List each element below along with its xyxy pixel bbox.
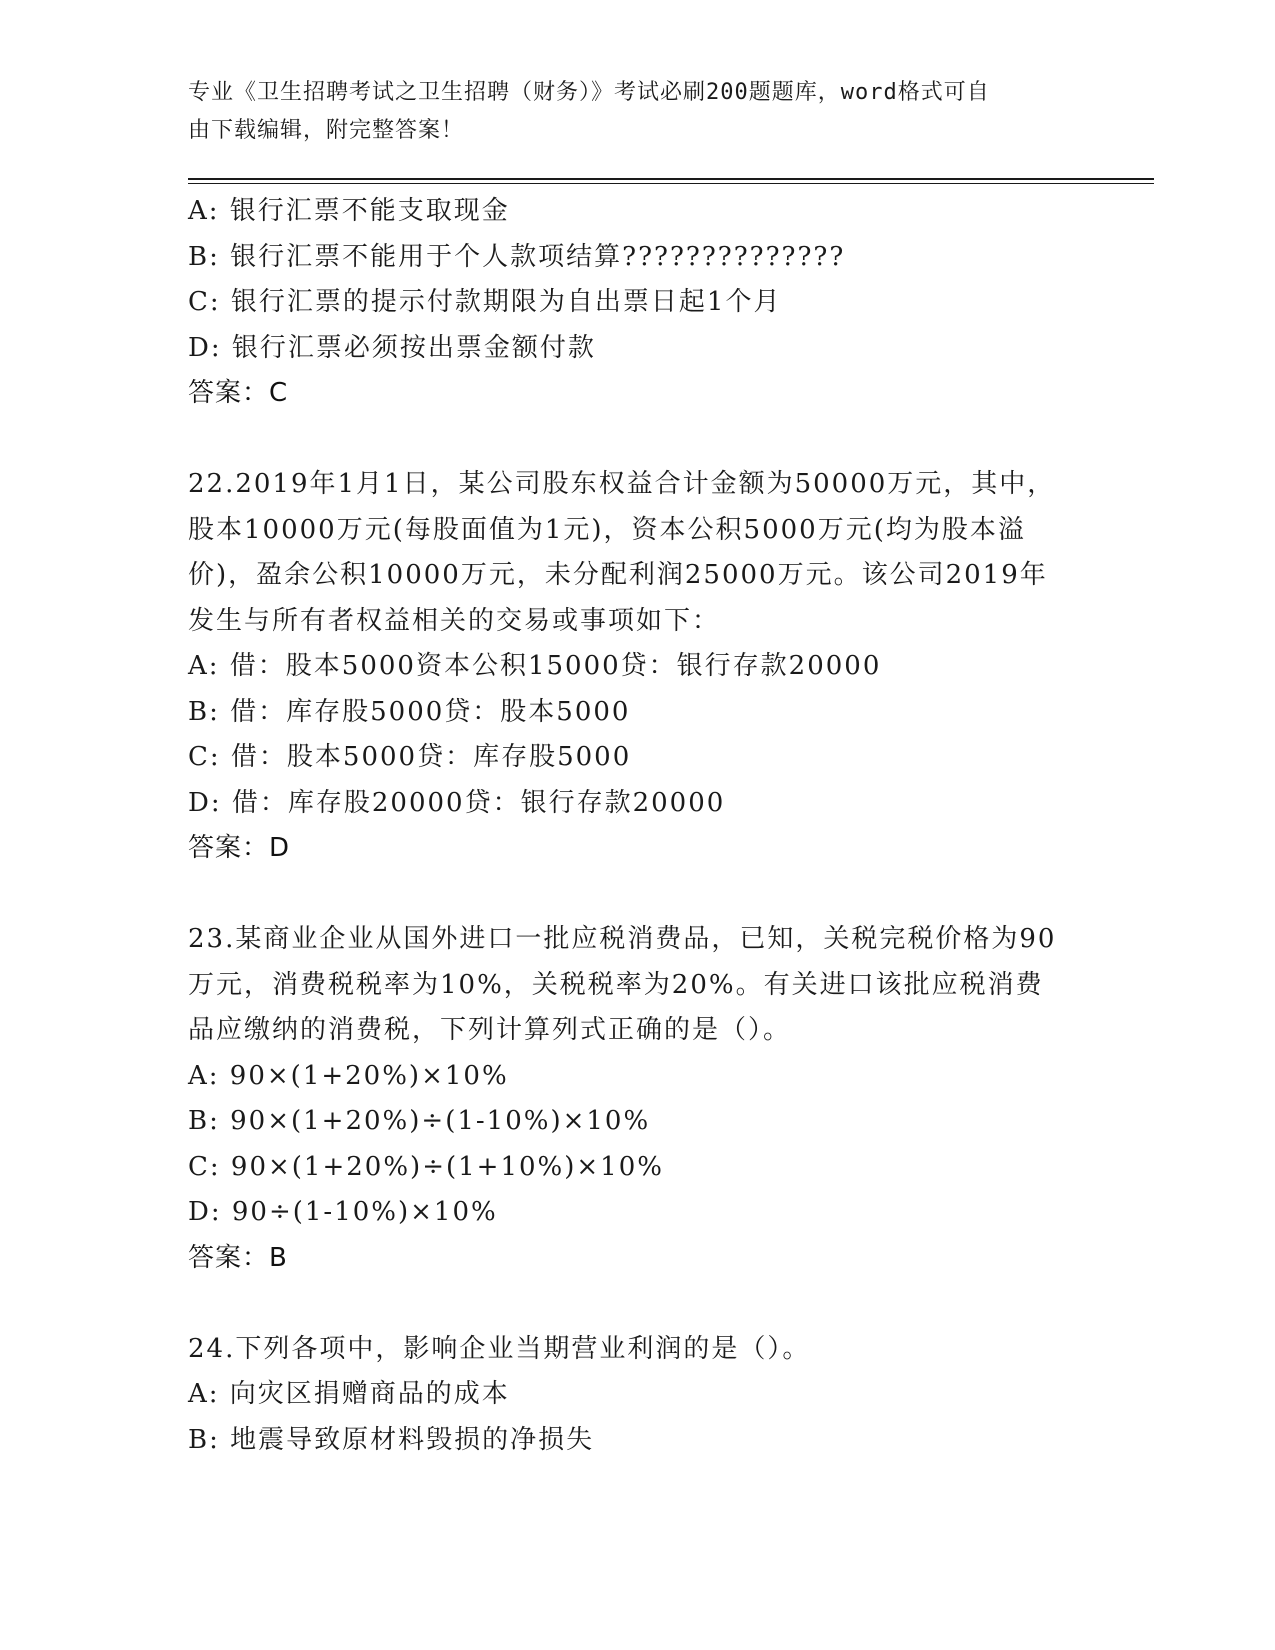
question-text-line: 23.某商业企业从国外进口一批应税消费品，已知，关税完税价格为90 <box>188 924 1057 954</box>
document-header <box>188 74 1068 150</box>
question-22 <box>188 462 1088 872</box>
question-text-line: 价)，盈余公积10000万元，未分配利润25000万元。该公司2019年 <box>188 560 1048 590</box>
option-b: B: 90×(1+20%)÷(1-10%)×10% <box>188 1106 651 1136</box>
option-a: A: 借：股本5000资本公积15000贷：银行存款20000 <box>188 651 882 681</box>
option-b: B: 借：库存股5000贷：股本5000 <box>188 696 631 727</box>
option-a: A: 90×(1+20%)×10% <box>188 1060 509 1091</box>
question-21 <box>188 189 1088 417</box>
header-title-line-2: 由下载编辑，附完整答案！ <box>188 118 465 143</box>
question-24 <box>188 1327 1088 1464</box>
question-text-line: 股本10000万元(每股面值为1元)，资本公积5000万元(均为股本溢 <box>188 514 1026 545</box>
header-divider-thin <box>188 183 1154 184</box>
option-b: B: 银行汇票不能用于个人款项结算?????????????? <box>188 241 846 272</box>
spacer <box>188 417 1088 463</box>
spacer <box>188 872 1088 918</box>
question-list <box>188 189 1088 1463</box>
header-title-line-1: 专业《卫生招聘考试之卫生招聘（财务）》考试必刷200题题库，word格式可自 <box>188 80 990 105</box>
question-text-line: 万元，消费税税率为10%，关税税率为20%。有关进口该批应税消费 <box>188 969 1044 1000</box>
spacer <box>188 1281 1088 1327</box>
question-23 <box>188 917 1088 1281</box>
option-d: D: 借：库存股20000贷：银行存款20000 <box>188 787 726 818</box>
header-divider-thick <box>188 178 1154 180</box>
answer-line: 答案：B <box>188 1242 288 1273</box>
answer-line: 答案：C <box>188 378 289 408</box>
option-c: C: 银行汇票的提示付款期限为自出票日起1个月 <box>188 287 782 317</box>
question-text-line: 24.下列各项中，影响企业当期营业利润的是（）。 <box>188 1333 811 1364</box>
option-b: B: 地震导致原材料毁损的净损失 <box>188 1424 595 1455</box>
question-text-line: 发生与所有者权益相关的交易或事项如下： <box>188 605 721 636</box>
question-text-line: 品应缴纳的消费税，下列计算列式正确的是（）。 <box>188 1015 792 1045</box>
option-c: C: 90×(1+20%)÷(1+10%)×10% <box>188 1151 664 1182</box>
option-a: A: 向灾区捐赠商品的成本 <box>188 1379 510 1409</box>
option-c: C: 借：股本5000贷：库存股5000 <box>188 742 632 772</box>
option-d: D: 90÷(1-10%)×10% <box>188 1197 498 1227</box>
answer-line: 答案：D <box>188 833 291 863</box>
option-d: D: 银行汇票必须按出票金额付款 <box>188 332 596 363</box>
option-a: A: 银行汇票不能支取现金 <box>188 196 510 226</box>
question-text-line: 22.2019年1月1日，某公司股东权益合计金额为50000万元，其中， <box>188 469 1056 499</box>
